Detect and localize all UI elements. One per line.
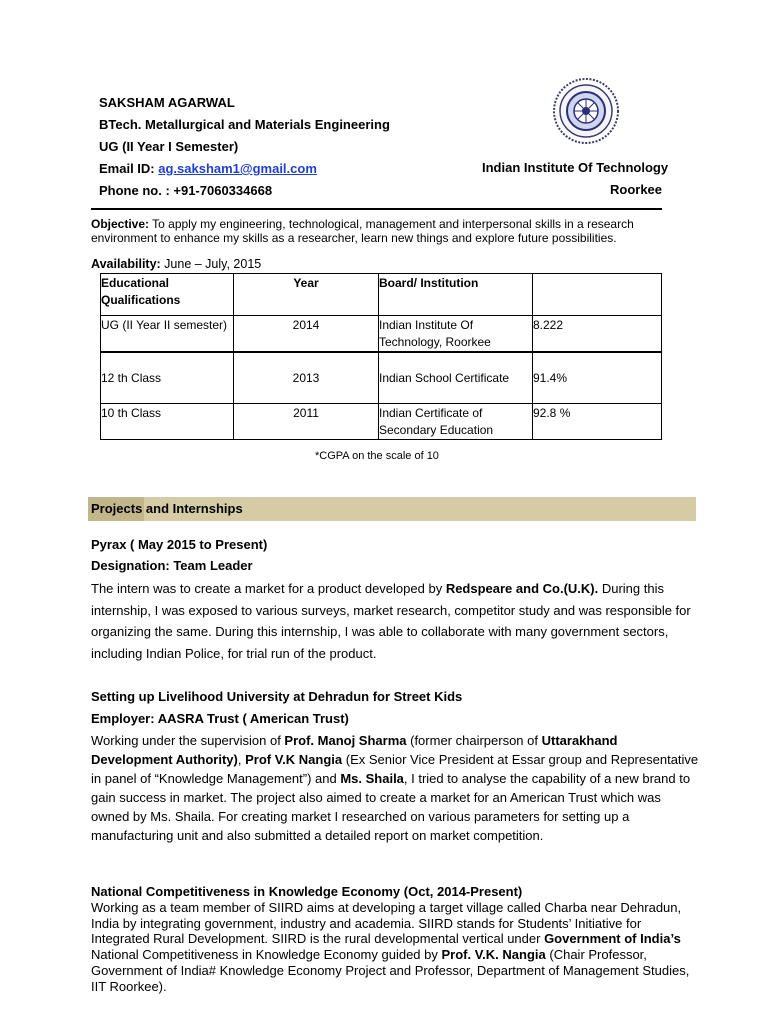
- table-row: [101, 352, 662, 403]
- text-run: (Chair Professor, Government of India# Knowledge Economy Project and Professor, Department of Management Studies, IIT Roorkee).: [91, 947, 690, 994]
- year-of-study: UG (II Year I Semester): [99, 139, 239, 154]
- project-description: [91, 578, 701, 664]
- text-run: (former chairperson of: [406, 733, 542, 748]
- table-cell: 2014: [234, 316, 379, 353]
- text-run: ,: [237, 752, 246, 767]
- bold-run: Prof V.K Nangia: [245, 752, 343, 767]
- project-description: [91, 731, 701, 845]
- table-cell: 10 th Class: [101, 403, 234, 439]
- project-description: [91, 900, 701, 994]
- text-run: Working under the supervision of: [91, 733, 285, 748]
- project-subtitle: Employer: AASRA Trust ( American Trust): [91, 711, 349, 726]
- header-cell: Board/ Institution: [379, 274, 533, 316]
- bold-run: Uttarakhand Development Authority): [91, 733, 618, 767]
- text-run: The intern was to create a market for a product developed by: [91, 581, 446, 596]
- table-cell: 2013: [234, 352, 379, 403]
- table-cell: Indian School Certificate: [379, 352, 533, 403]
- table-cell: UG (II Year II semester): [101, 316, 234, 353]
- bold-run: Government of India’s: [544, 931, 681, 947]
- bold-run: Redspeare and Co.(U.K).: [445, 581, 599, 596]
- table-cell: Indian Institute Of Technology, Roorkee: [379, 316, 533, 353]
- section-title: Projects and Internships: [91, 501, 243, 516]
- email-line: [99, 160, 317, 178]
- phone: Phone no. : +91-7060334668: [99, 183, 273, 198]
- availability: [91, 257, 691, 271]
- section-header: [88, 497, 696, 521]
- availability-text: June – July, 2015: [160, 257, 262, 271]
- table-cell: Indian Certificate of Secondary Education: [379, 403, 533, 439]
- email-label: Email ID:: [99, 161, 155, 176]
- availability-label: Availability:: [91, 257, 161, 271]
- table-row: [101, 316, 662, 353]
- text-run: During this internship, I was exposed to various surveys, market research, competitor study and was responsible for organizing the same. During this internship, I was able to collaborate with many government sectors, including Indian Police, for trial run of the product.: [91, 581, 691, 661]
- bold-run: Prof. Manoj Sharma: [284, 733, 407, 748]
- project-title: Setting up Livelihood University at Dehradun for Street Kids: [91, 689, 463, 704]
- bold-run: Ms. Shaila: [340, 771, 404, 786]
- project-subtitle: Designation: Team Leader: [91, 558, 253, 573]
- bold-run: Prof. V.K. Nangia: [441, 947, 546, 963]
- text-run: National Competitiveness in Knowledge Economy guided by: [91, 947, 442, 963]
- institute-name: Indian Institute Of Technology: [482, 160, 669, 175]
- cgpa-note: *CGPA on the scale of 10: [315, 450, 439, 462]
- table-cell: 8.222: [533, 316, 662, 353]
- text-run: Working as a team member of SIIRD aims at developing a target village called Charba near Dehradun, India by integrating government, industry and academia. SIIRD stands for Students’ Initiative for Integrated Rural Development. SIIRD is the rural developmental vertical under: [91, 900, 682, 947]
- table-cell: 91.4%: [533, 352, 662, 403]
- header-cell: [533, 274, 662, 316]
- project-title: Pyrax ( May 2015 to Present): [91, 537, 268, 552]
- header-cell: Year: [234, 274, 379, 316]
- email-link[interactable]: ag.saksham1@gmail.com: [158, 161, 317, 176]
- objective-text: To apply my engineering, technological, management and interpersonal skills in a research environment to enhance my skills as a researcher, learn new things and explore future possibilities.: [91, 217, 634, 245]
- iit-roorkee-seal-icon: [552, 77, 620, 145]
- education-table: [100, 273, 662, 440]
- table-cell: 12 th Class: [101, 352, 234, 403]
- text-run: (Ex Senior Vice President at Essar group and Representative in panel of “Knowledge Management”) and: [91, 752, 699, 786]
- header-divider: [91, 208, 662, 210]
- degree: BTech. Metallurgical and Materials Engineering: [99, 117, 390, 132]
- text-run: , I tried to analyse the capability of a new brand to gain success in market. The project also aimed to create a market for an American Trust which was owned by Ms. Shaila. For creating market I researched on various parameters for setting up a manufacturing unit and also submitted a detailed report on market competition.: [91, 771, 691, 843]
- resume-name: SAKSHAM AGARWAL: [99, 95, 235, 110]
- table-row: [101, 403, 662, 439]
- institute-city: Roorkee: [610, 182, 663, 197]
- objective: [91, 217, 691, 245]
- project-title: National Competitiveness in Knowledge Economy (Oct, 2014-Present): [91, 884, 523, 899]
- header-cell: Educational Qualifications: [101, 274, 234, 316]
- table-header-row: [101, 274, 662, 316]
- objective-label: Objective:: [91, 217, 150, 231]
- table-cell: 2011: [234, 403, 379, 439]
- table-cell: 92.8 %: [533, 403, 662, 439]
